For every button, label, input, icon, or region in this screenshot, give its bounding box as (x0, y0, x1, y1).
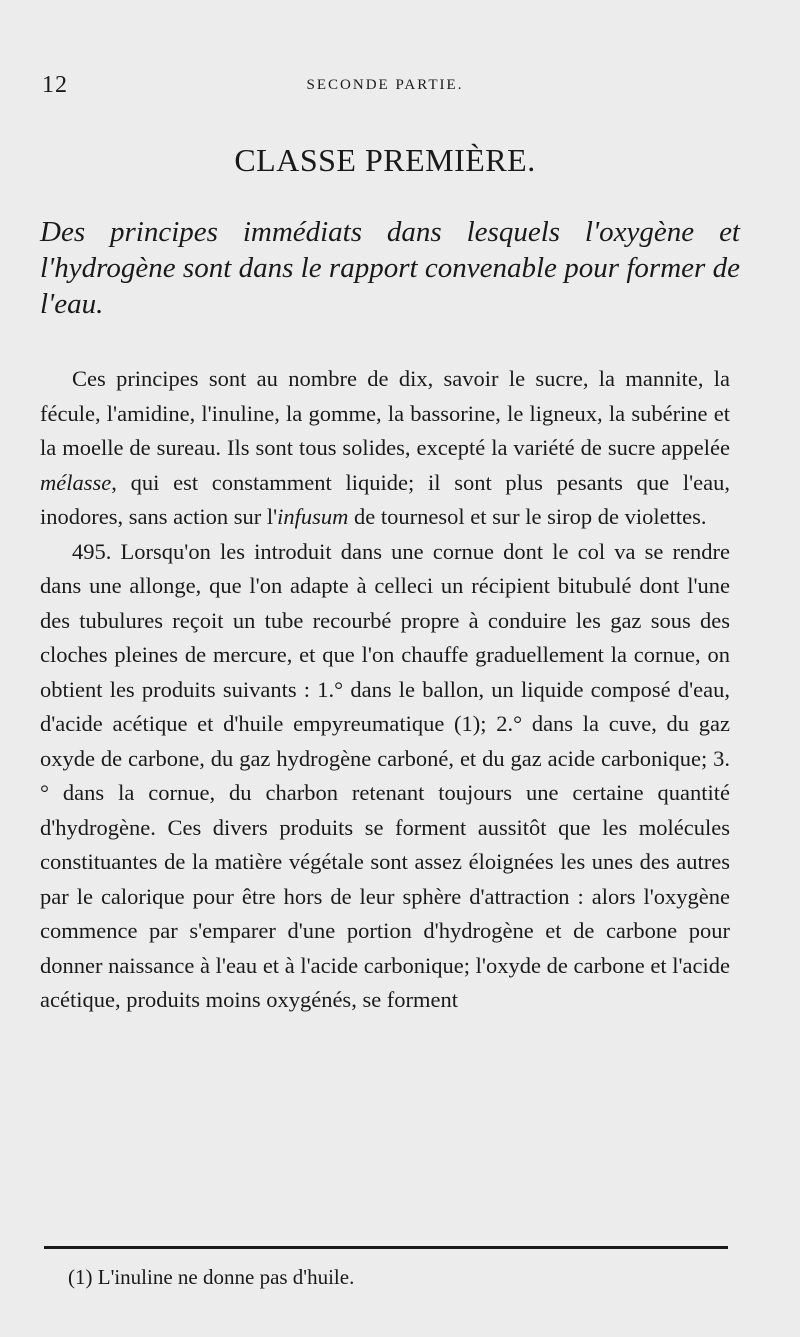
paragraph-intro (40, 362, 730, 535)
paragraph-intro-part3: de tournesol et sur le sirop de violettes. (348, 504, 707, 529)
footnote-rule (44, 1246, 728, 1249)
paragraph-intro-part1: Ces principes sont au nombre de dix, savoir le sucre, la mannite, la fécule, l'amidine, l'inuline, la gomme, la bassorine, le ligneux, la subérine et la moelle de sureau. Ils sont tous solides, excepté la variété de sucre appelée (40, 366, 730, 460)
section-title: CLASSE PREMIÈRE. (234, 142, 536, 178)
body-text (40, 362, 730, 1018)
paragraph-intro-part2: , qui est constamment liquide; il sont plus pesants que l'eau, inodores, sans action sur l' (40, 469, 730, 529)
running-head: SECONDE PARTIE. (306, 77, 464, 93)
term-melasse: mélasse (40, 469, 112, 495)
section-subtitle: Des principes immédiats dans lesquels l'oxygène et l'hydrogène sont dans le rapport convenable pour former de l'eau. (40, 216, 740, 320)
footnote: (1) L'inuline ne donne pas d'huile. (68, 1265, 355, 1289)
paragraph-495: 495. Lorsqu'on les introduit dans une cornue dont le col va se rendre dans une allonge, que l'on adapte à celleci un récipient bitubulé dont l'une des tubulures reçoit un tube recourbé propre à conduire les gaz sous des cloches pleines de mercure, et que l'on chauffe graduellement la cornue, on obtient les produits suivants : 1.° dans le ballon, un liquide composé d'eau, d'acide acétique et d'huile empyreumatique (1); 2.° dans la cuve, du gaz oxyde de carbone, du gaz hydrogène carboné, et du gaz acide carbonique; 3.° dans la cornue, du charbon retenant toujours une certaine quantité d'hydrogène. Ces divers produits se forment aussitôt que les molécules constituantes de la matière végétale sont assez éloignées les unes des autres par le calorique pour être hors de leur sphère d'attraction : alors l'oxygène commence par s'emparer d'une portion d'hydrogène et de carbone pour donner naissance à l'eau et à l'acide carbonique; l'oxyde de carbone et l'acide acétique, produits moins oxygénés, se forment (40, 538, 730, 1012)
page-number: 12 (42, 72, 68, 98)
term-infusum: infusum (277, 504, 349, 529)
